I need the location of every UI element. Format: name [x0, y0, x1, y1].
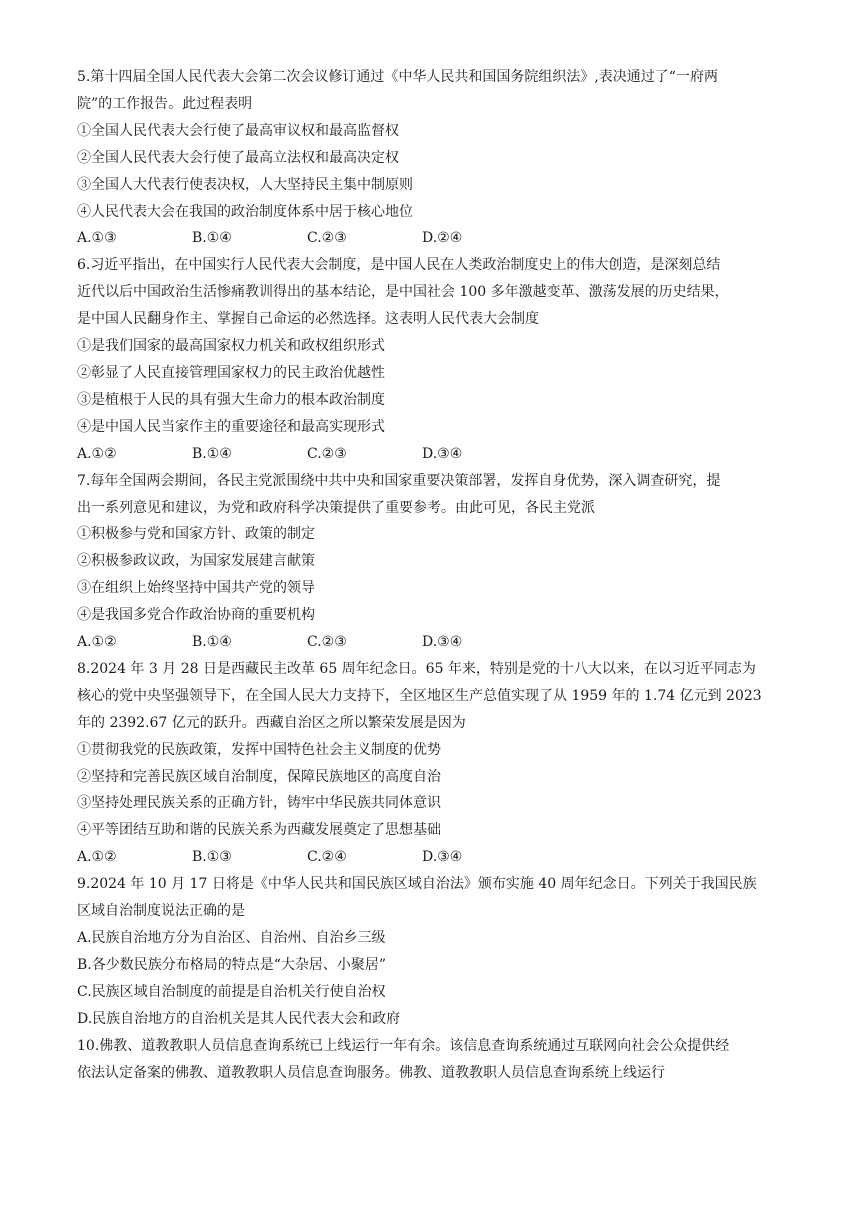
- question-item: ②彰显了人民直接管理国家权力的民主政治优越性: [77, 364, 385, 381]
- answer-option: C.②③: [307, 634, 347, 651]
- question-stem-line: 10.佛教、道教教职人员信息查询系统已上线运行一年有余。该信息查询系统通过互联网向社会公众提供经: [77, 1037, 730, 1054]
- answer-option: D.③④: [422, 634, 463, 651]
- question-stem-line: 院”的工作报告。此过程表明: [77, 95, 253, 112]
- question-item: ④平等团结互助和谐的民族关系为西藏发展奠定了思想基础: [77, 822, 441, 839]
- answer-options: [77, 225, 787, 252]
- question-stem-line: 是中国人民翻身作主、掌握自己命运的必然选择。这表明人民代表大会制度: [77, 311, 539, 328]
- question-item: ③是植根于人民的具有强大生命力的根本政治制度: [77, 391, 385, 408]
- answer-option: D.③④: [422, 849, 463, 866]
- answer-option: B.①④: [192, 445, 232, 462]
- question-item: ①是我们国家的最高国家权力机关和政权组织形式: [77, 338, 385, 355]
- answer-option: D.②④: [422, 230, 463, 247]
- answer-options: [77, 844, 787, 871]
- answer-option: B.①④: [192, 634, 232, 651]
- exam-page: [77, 64, 787, 1086]
- question-item: ④是我国多党合作政治协商的重要机构: [77, 607, 315, 624]
- answer-option: D.③④: [422, 445, 463, 462]
- answer-options: [77, 441, 787, 468]
- question-item: A.民族自治地方分为自治区、自治州、自治乡三级: [77, 930, 386, 946]
- question-item: ③全国人大代表行使表决权，人大坚持民主集中制原则: [77, 176, 413, 193]
- question-stem-line: 核心的党中央坚强领导下，在全国人民大力支持下，全区地区生产总值实现了从 1959 年的 1.74 亿元到 2023: [77, 687, 762, 704]
- question-item: D.民族自治地方的自治机关是其人民代表大会和政府: [77, 1010, 401, 1027]
- answer-option: C.②③: [307, 445, 347, 462]
- question-stem-line: 5.第十四届全国人民代表大会第二次会议修订通过《中华人民共和国国务院组织法》,表决通过了“一府两: [77, 69, 718, 85]
- question-8: [77, 656, 787, 871]
- question-item: ②全国人民代表大会行使了最高立法权和最高决定权: [77, 149, 399, 166]
- answer-option: B.①③: [192, 849, 232, 866]
- answer-option: C.②④: [307, 849, 347, 866]
- question-stem-line: 9.2024 年 10 月 17 日将是《中华人民共和国民族区域自治法》颁布实施 40 周年纪念日。下列关于我国民族: [77, 876, 757, 893]
- question-9: [77, 871, 787, 1032]
- question-item: ③坚持处理民族关系的正确方针，铸牢中华民族共同体意识: [77, 795, 441, 812]
- question-stem-line: 近代以后中国政治生活惨痛教训得出的基本结论，是中国社会 100 多年激越变革、激荡发展的历史结果，: [77, 284, 729, 301]
- question-10: [77, 1033, 787, 1087]
- question-item: ②坚持和完善民族区域自治制度，保障民族地区的高度自治: [77, 768, 441, 785]
- question-item: C.民族区域自治制度的前提是自治机关行使自治权: [77, 983, 386, 1000]
- question-stem-line: 年的 2392.67 亿元的跃升。西藏自治区之所以繁荣发展是因为: [77, 714, 466, 731]
- question-item: ④是中国人民当家作主的重要途径和最高实现形式: [77, 418, 385, 435]
- answer-option: A.①②: [77, 445, 117, 462]
- question-item: ③在组织上始终坚持中国共产党的领导: [77, 580, 315, 597]
- answer-option: A.①②: [77, 634, 117, 651]
- question-item: ①全国人民代表大会行使了最高审议权和最高监督权: [77, 122, 399, 139]
- question-item: ①贯彻我党的民族政策，发挥中国特色社会主义制度的优势: [77, 741, 441, 758]
- question-stem-line: 区域自治制度说法正确的是: [77, 903, 245, 920]
- question-item: ①积极参与党和国家方针、政策的制定: [77, 526, 315, 543]
- question-stem-line: 依法认定备案的佛教、道教教职人员信息查询服务。佛教、道教教职人员信息查询系统上线运行: [77, 1064, 665, 1081]
- question-stem-line: 7.每年全国两会期间，各民主党派围绕中共中央和国家重要决策部署，发挥自身优势，深入调查研究，提: [77, 472, 721, 489]
- answer-option: A.①③: [77, 230, 117, 247]
- question-stem-line: 出一系列意见和建议，为党和政府科学决策提供了重要参考。由此可见，各民主党派: [77, 499, 595, 516]
- question-item: ②积极参政议政，为国家发展建言献策: [77, 553, 315, 570]
- question-5: [77, 64, 787, 252]
- answer-option: B.①④: [192, 230, 232, 247]
- answer-options: [77, 629, 787, 656]
- answer-option: A.①②: [77, 849, 117, 866]
- question-6: [77, 252, 787, 467]
- question-stem-line: 6.习近平指出，在中国实行人民代表大会制度，是中国人民在人类政治制度史上的伟大创造，是深刻总结: [77, 257, 721, 274]
- answer-option: C.②③: [307, 230, 347, 247]
- question-item: B.各少数民族分布格局的特点是“大杂居、小聚居”: [77, 956, 387, 973]
- question-item: ④人民代表大会在我国的政治制度体系中居于核心地位: [77, 203, 413, 220]
- question-stem-line: 8.2024 年 3 月 28 日是西藏民主改革 65 周年纪念日。65 年来，特别是党的十八大以来，在以习近平同志为: [77, 660, 756, 677]
- question-7: [77, 468, 787, 656]
